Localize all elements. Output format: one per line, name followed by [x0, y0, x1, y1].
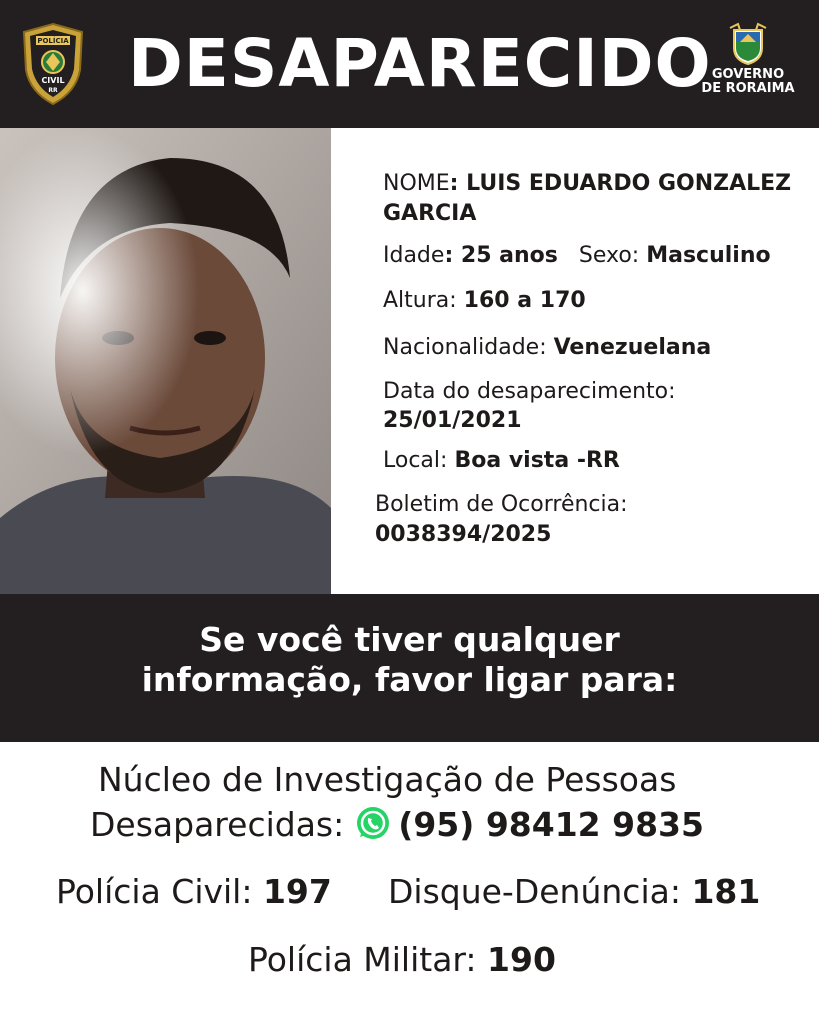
name-row: [383, 170, 791, 197]
civil-label: Polícia Civil:: [56, 872, 263, 911]
date-value-row: [383, 407, 522, 434]
cta-line-1: Se você tiver qualquer: [199, 620, 620, 659]
nationality-row: [383, 334, 711, 361]
report-label-row: [375, 491, 628, 518]
missing-person-photo: [0, 128, 331, 594]
nationality-label: Nacionalidade:: [383, 335, 554, 360]
name-value: : LUIS EDUARDO GONZALEZ: [449, 171, 792, 196]
gov-line-1: GOVERNO: [711, 67, 785, 82]
report-value-row: [375, 521, 551, 548]
cta-line-2: informação, favor ligar para:: [141, 660, 678, 699]
disque-number[interactable]: 181: [691, 872, 761, 911]
name-row-2: [383, 200, 476, 227]
location-label: Local:: [383, 448, 455, 473]
height-label: Altura:: [383, 288, 464, 313]
disque-label: Disque-Denúncia:: [388, 872, 692, 911]
military-police-row: [248, 940, 556, 979]
nucleo-line-2: [90, 804, 704, 850]
police-badge-icon: [20, 22, 86, 106]
roraima-coat-of-arms-icon: [726, 22, 770, 66]
svg-text:RR: RR: [48, 87, 58, 94]
sex-label: Sexo:: [578, 243, 647, 268]
age-sex-row: [383, 242, 771, 269]
date-label-row: [383, 378, 676, 405]
date-value: 25/01/2021: [383, 408, 522, 433]
age-value: : 25 anos: [444, 243, 558, 268]
location-value: Boa vista -RR: [454, 448, 620, 473]
name-value-2: GARCIA: [383, 201, 477, 226]
report-label: Boletim de Ocorrência:: [375, 492, 628, 517]
header-bar: [0, 0, 819, 128]
gov-line-2: DE RORAIMA: [701, 81, 795, 96]
disque-row: [388, 872, 760, 911]
location-row: [383, 447, 620, 474]
svg-text:CIVIL: CIVIL: [41, 76, 65, 85]
whatsapp-icon: [354, 804, 392, 850]
government-logo: [700, 22, 796, 112]
nucleo-label: Desaparecidas:: [90, 805, 345, 844]
svg-text:POLÍCIA: POLÍCIA: [37, 37, 69, 45]
height-row: [383, 287, 586, 314]
militar-label: Polícia Militar:: [248, 940, 488, 979]
page-title: DESAPARECIDO: [128, 25, 712, 102]
name-label: NOME: [383, 171, 450, 196]
date-label: Data do desaparecimento:: [383, 379, 676, 404]
civil-number[interactable]: 197: [262, 872, 332, 911]
militar-number[interactable]: 190: [487, 940, 556, 979]
civil-police-row: [56, 872, 332, 911]
nationality-value: Venezuelana: [553, 335, 712, 360]
call-to-action-band: [0, 594, 819, 742]
height-value: 160 a 170: [463, 288, 586, 313]
nucleo-line-1: Núcleo de Investigação de Pessoas: [98, 760, 677, 799]
age-label: Idade: [383, 243, 445, 268]
nucleo-phone[interactable]: (95) 98412 9835: [398, 805, 704, 844]
report-value: 0038394/2025: [375, 522, 552, 547]
sex-value: Masculino: [646, 243, 771, 268]
